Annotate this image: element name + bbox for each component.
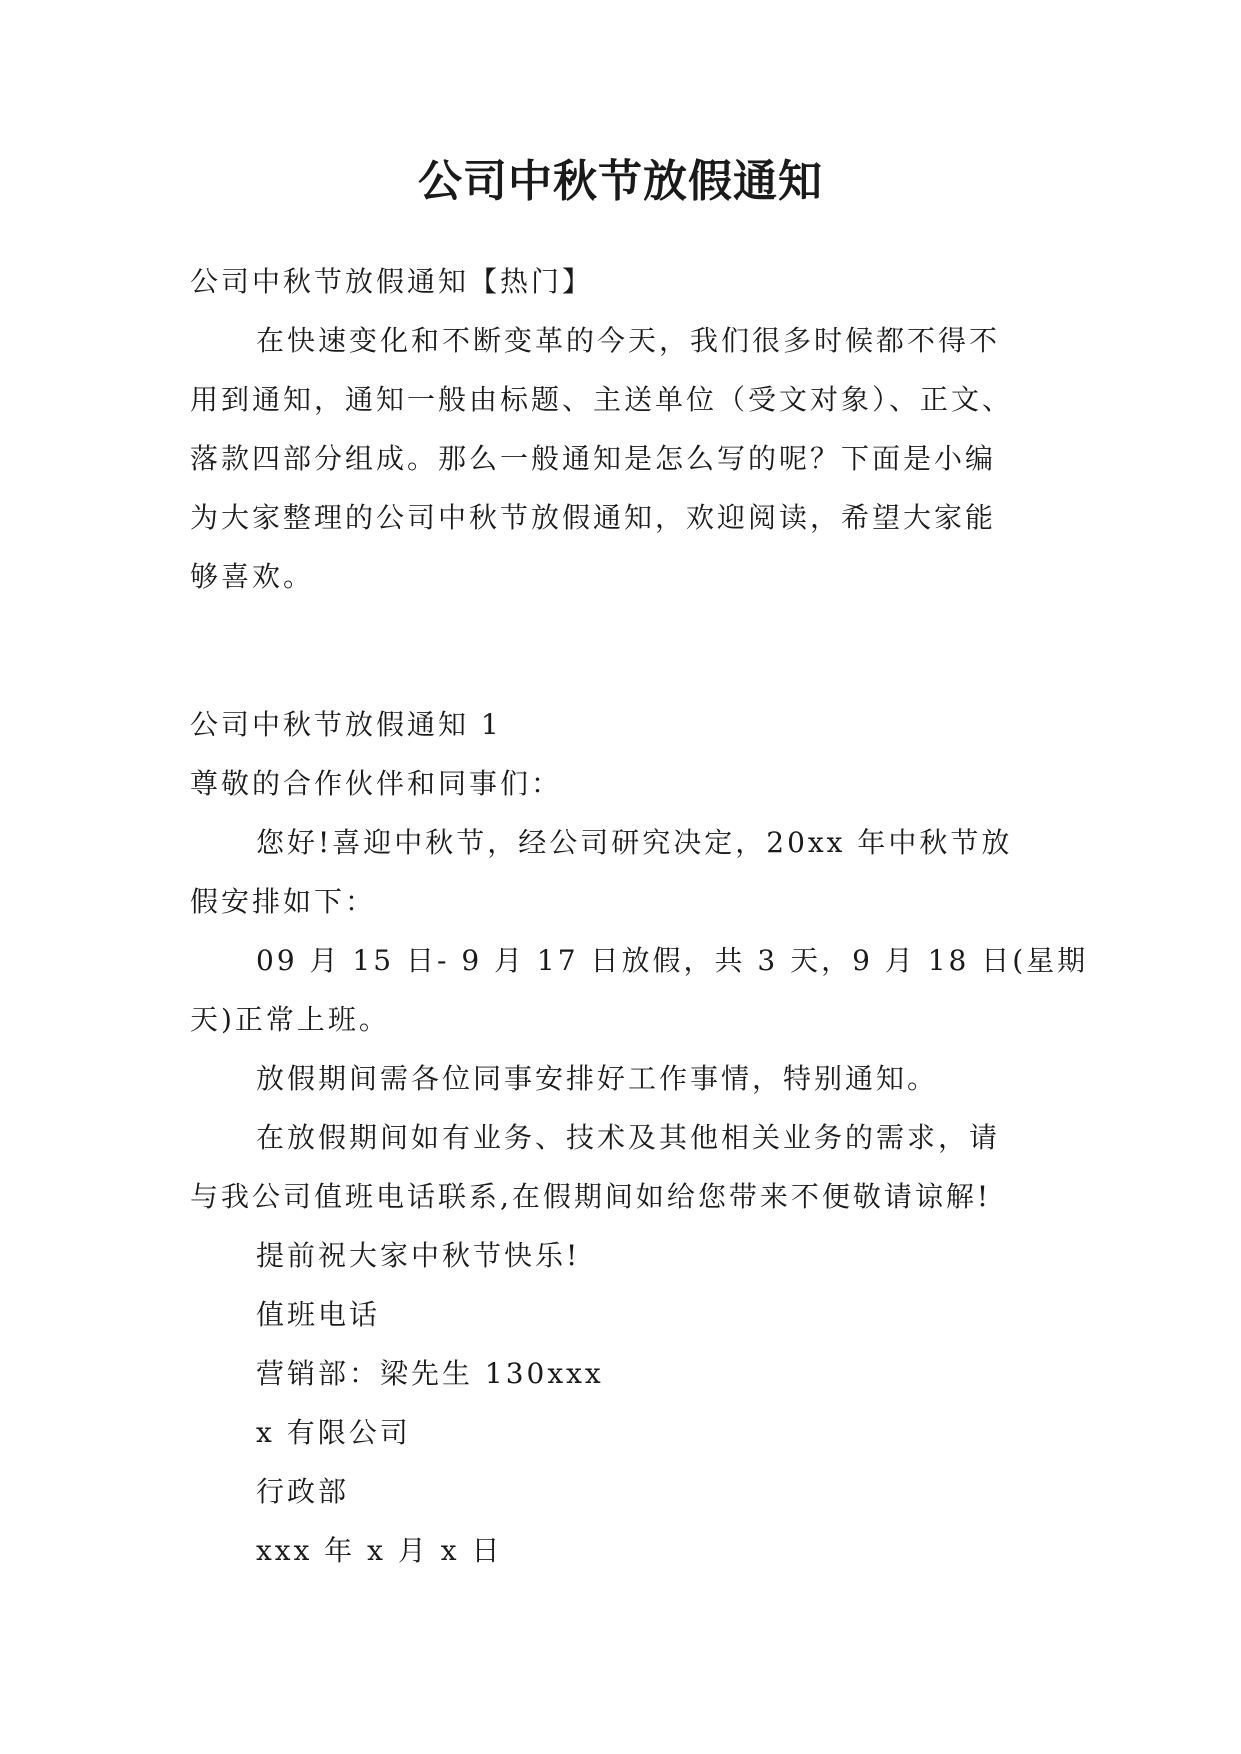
paragraph-line: 放假期间需各位同事安排好工作事情，特别通知。 [256, 1062, 939, 1095]
document-title: 公司中秋节放假通知 [418, 156, 823, 207]
paragraph-line: 在快速变化和不断变革的今天，我们很多时候都不得不 [256, 324, 1001, 357]
signature-department: 行政部 [256, 1475, 350, 1508]
salutation: 尊敬的合作伙伴和同事们： [190, 767, 563, 800]
paragraph-line: 假安排如下： [190, 885, 377, 918]
duty-phone-contact: 营销部：梁先生 130xxx [256, 1357, 604, 1390]
paragraph-line: 您好!喜迎中秋节，经公司研究决定，20xx 年中秋节放 [256, 826, 1013, 859]
paragraph-line: 天)正常上班。 [190, 1003, 390, 1036]
signature-company: x 有限公司 [256, 1416, 411, 1449]
signature-date: xxx 年 x 月 x 日 [256, 1534, 503, 1567]
holiday-dates-line: 09 月 15 日- 9 月 17 日放假，共 3 天，9 月 18 日(星期 [256, 944, 1089, 977]
notice-heading: 公司中秋节放假通知 1 [190, 708, 502, 741]
paragraph-line: 与我公司值班电话联系,在假期间如给您带来不便敬请谅解! [190, 1180, 992, 1213]
paragraph-line: 落款四部分组成。那么一般通知是怎么写的呢？下面是小编 [190, 442, 997, 475]
greeting-line: 提前祝大家中秋节快乐! [256, 1239, 581, 1272]
notice-section [190, 695, 1089, 1580]
duty-phone-heading: 值班电话 [256, 1298, 381, 1331]
paragraph-line: 够喜欢。 [190, 560, 315, 593]
intro-heading: 公司中秋节放假通知【热门】 [190, 265, 594, 298]
paragraph-line: 为大家整理的公司中秋节放假通知，欢迎阅读，希望大家能 [190, 501, 997, 534]
paragraph-line: 在放假期间如有业务、技术及其他相关业务的需求，请 [256, 1121, 1001, 1154]
intro-section [190, 252, 1050, 606]
paragraph-line: 用到通知，通知一般由标题、主送单位（受文对象）、正文、 [190, 383, 1014, 416]
